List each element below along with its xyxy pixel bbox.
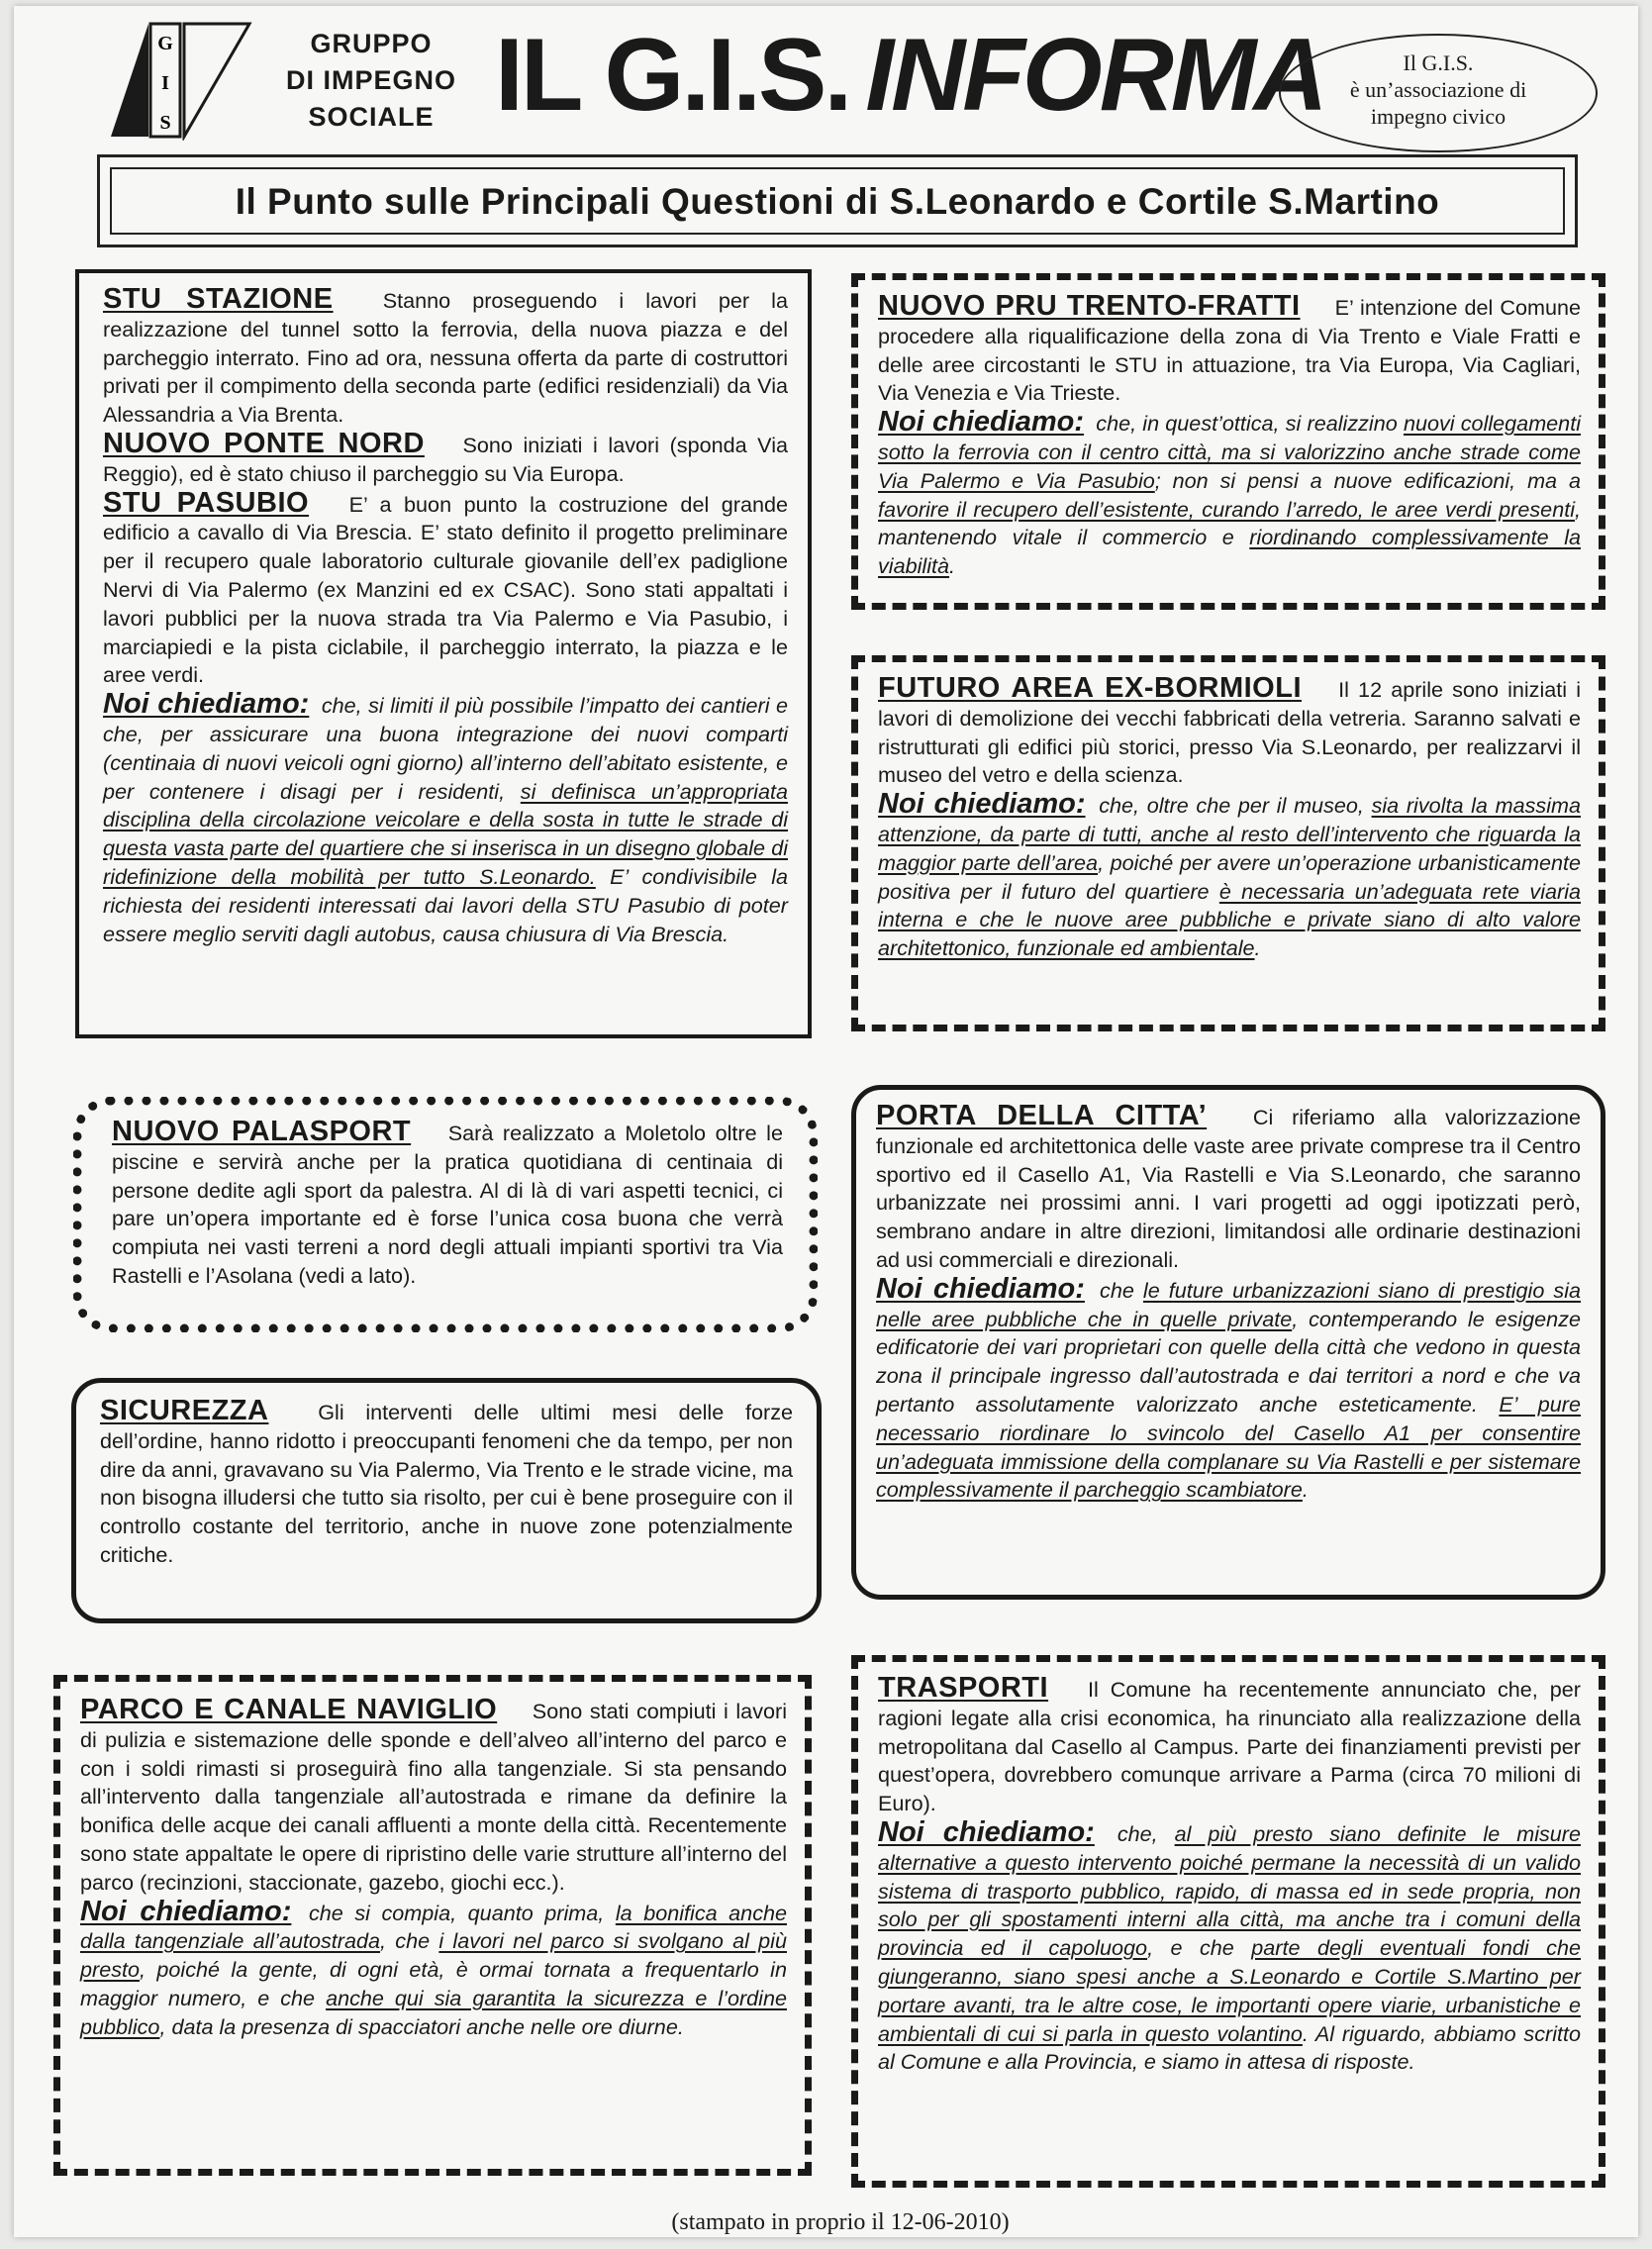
- box-stu-stazione-ponte-pasubio: [75, 269, 812, 1038]
- ask-underlined: parte degli eventuali fondi che giungeranno, siano spesi anche a S.Leonardo e Cortile S.Martino per portare avanti, tra le altre cose, le importanti opere viarie, urbanistiche e ambientali di cui si parla in questo volantino: [878, 1935, 1582, 2046]
- ask-text: che si compia, quanto prima,: [308, 1900, 605, 1925]
- heading-parco: PARCO E CANALE NAVIGLIO: [80, 1694, 498, 1725]
- text-porta: Ci riferiamo alla valorizzazione funzionale ed architettonica delle vaste aree private comprese tra il Centro sportivo ed il Casello A1, Via Rastelli e Via S.Leonardo, che saranno urbanizzate nei prossimi anni. I vari progetti ad oggi ipotizzati però, sembrano andare in altre direzioni, limitandosi alle ordinarie destinazioni ad usi commerciali e direzionali.: [876, 1105, 1582, 1272]
- section-sicurezza: [100, 1397, 793, 1570]
- logo-graphic: [109, 20, 257, 141]
- subtitle-banner: [97, 154, 1578, 247]
- heading-palasport: NUOVO PALASPORT: [112, 1116, 412, 1147]
- heading-pru: NUOVO PRU TRENTO-FRATTI: [878, 290, 1301, 322]
- ask-text: .: [949, 553, 956, 579]
- org-line-1: GRUPPO: [310, 29, 433, 58]
- ask-label: Noi chiediamo:: [876, 1272, 1085, 1305]
- ask-underlined: riordinando complessivamente la viabilità: [878, 525, 1581, 579]
- ask-text-end: E’ condivisibile la richiesta dei residenti interessati dai lavori della STU Pasubio di poter essere meglio serviti dagli autobus, causa chiusura di Via Brescia.: [103, 863, 788, 946]
- logo-letter-g: G: [157, 33, 173, 54]
- ask-text: ; non si pensi a nuove edificazioni, ma a: [1154, 467, 1581, 493]
- text-sicurezza: Gli interventi delle ultimi mesi delle forze dell’ordine, hanno ridotto i preoccupanti fenomeni che da tempo, per non dire da anni, gravavano su Via Palermo, Via Trento e le strade vicine, ma non bisogna illudersi che tutto sia risolto, per cui è bene proseguire con il controllo costante del territorio, anche in nuove zone potenzialmente critiche.: [100, 1400, 793, 1567]
- ask-label: Noi chiediamo:: [878, 1815, 1095, 1848]
- heading-stu-stazione: STU STAZIONE: [103, 283, 334, 315]
- box-trasporti: [851, 1655, 1605, 2188]
- ask-text: che,: [1117, 1820, 1158, 1846]
- ask-underlined: si definisca un’appropriata disciplina della circolazione veicolare e della sosta in tutte le strade di questa vasta parte del quartiere che si inserisca in un disegno globale di ridefinizione della mobilità per tutto S.Leonardo.: [103, 778, 788, 889]
- ask-underlined: i lavori nel parco si svolgano al più presto: [80, 1928, 787, 1983]
- box-parco-naviglio: [53, 1675, 812, 2176]
- logo-letter-i: I: [161, 72, 169, 94]
- ask-underlined: favorire il recupero dell’esistente, curando l’arredo, le aree verdi presenti: [878, 496, 1575, 522]
- box-porta-della-citta: [851, 1085, 1605, 1600]
- oval-line-3: impegno civico: [1370, 104, 1506, 129]
- ask-trasporti: [878, 1815, 1582, 2077]
- box-pru-trento-fratti: [851, 273, 1605, 610]
- heading-stu-pasubio: STU PASUBIO: [103, 486, 310, 519]
- section-bormioli: [878, 674, 1581, 790]
- ask-underlined: E’ pure necessario riordinare lo svincolo del Casello A1 per consentire un’adeguata immissione della complanare su Via Rastelli e per sistemare complessivamente il parcheggio scambiatore: [876, 1391, 1581, 1503]
- org-name: [267, 26, 475, 136]
- title-main: IL G.I.S.: [495, 18, 850, 133]
- ask-text: , e che: [1147, 1935, 1234, 1961]
- ask-text: , contemperando le esigenze edificatorie dei vari proprietari con quelle della città che vedono in questa zona il principale ingresso dall’autostrada e dai territori a nord e che va pertanto assolutamente valorizzato anche esteticamente.: [876, 1306, 1581, 1417]
- heading-bormioli: FUTURO AREA EX-BORMIOLI: [878, 672, 1303, 704]
- ask-text: , data la presenza di spacciatori anche nelle ore diurne.: [159, 2013, 684, 2039]
- ask-label: Noi chiediamo:: [80, 1895, 292, 1927]
- box-palasport: [73, 1097, 818, 1332]
- text-pru: E’ intenzione del Comune procedere alla riqualificazione della zona di Via Trento e Viale Fratti e delle aree circostanti le STU in attuazione, tra Via Europa, Via Cagliari, Via Venezia e Via Trieste.: [878, 295, 1582, 406]
- box-ex-bormioli: [851, 655, 1605, 1031]
- box-sicurezza: [71, 1378, 822, 1623]
- ask-stu-pasubio: [103, 690, 788, 948]
- text-palasport: Sarà realizzato a Moletolo oltre le piscine e servirà anche per la pratica quotidiana di centinaia di persone dedite agli sport da palestra. Al di là di vari aspetti tecnici, ci pare un’opera importante ed è forse l’unica cosa buona che verrà compiuta nei vasti terreni a nord degli attuali impianti sportivi tra Via Rastelli e l’Asolana (vedi a lato).: [112, 1121, 783, 1288]
- ask-pru: [878, 408, 1581, 581]
- section-palasport: [112, 1118, 783, 1291]
- section-porta: [876, 1102, 1581, 1275]
- text-bormioli: Il 12 aprile sono iniziati i lavori di demolizione dei vecchi fabbricati della vetreria. Saranno salvati e ristrutturati gli edifici più storici, presso Via S.Leonardo, per realizzarvi il museo del vetro e della scienza.: [878, 677, 1581, 788]
- ask-underlined: anche qui sia garantita la sicurezza e l’ordine pubblico: [80, 1985, 787, 2039]
- ask-underlined: sia rivolta la massima attenzione, da parte di tutti, anche al resto dell’intervento che riguarda la maggior parte dell’area: [878, 793, 1582, 875]
- flyer-page: [14, 6, 1638, 2237]
- ask-text: , poiché per avere un’operazione urbanisticamente positiva per il futuro del quartiere: [878, 849, 1581, 904]
- ask-text: che, in quest’ottica, si realizzino: [1096, 411, 1398, 437]
- org-line-2: DI IMPEGNO: [285, 65, 456, 95]
- text-parco: Sono stati compiuti i lavori di pulizia e sistemazione delle sponde e dell’alveo all’interno del parco e con i soldi rimasti si proseguirà fino alla tangenziale. Si sta pensando all’intervento dalla tangenziale all’autostrada e rimane da definire la bonifica delle acque dei canali affluenti a monte della città. Recentemente sono state appaltate le opere di ripristino delle varie strutture all’interno del parco (recinzioni, staccionate, gazebo, giochi ecc.).: [80, 1699, 787, 1895]
- subtitle-text: Il Punto sulle Principali Questioni di S.Leonardo e Cortile S.Martino: [110, 167, 1565, 235]
- ask-text: .: [1254, 935, 1261, 961]
- ask-text: .: [1302, 1477, 1309, 1503]
- association-oval: [1279, 34, 1598, 152]
- heading-porta: PORTA DELLA CITTA’: [876, 1100, 1208, 1131]
- text-stu-pasubio: E’ a buon punto la costruzione del grande edificio a cavallo di Via Brescia. E’ stato definito il progetto preliminare per il recupero quale laboratorio culturale giovanile dell’ex padiglione Nervi di Via Palermo (ex Manzini ed ex CSAC). Sono stati appaltati i lavori pubblici per la nuova strada tra Via Palermo e Via Pasubio, i marciapiedi e la pista ciclabile, il parcheggio interrato, la piazza e le aree verdi.: [103, 491, 789, 688]
- org-line-3: SOCIALE: [308, 102, 435, 132]
- ask-underlined: nuovi collegamenti sotto la ferrovia con il centro città, ma si valorizzino anche strade come Via Palermo e Via Pasubio: [878, 411, 1581, 493]
- section-pru: [878, 292, 1581, 408]
- ask-label: Noi chiediamo:: [878, 406, 1085, 439]
- ask-label: Noi chiediamo:: [103, 688, 310, 721]
- section-parco: [80, 1696, 787, 1898]
- text-stu-stazione: Stanno proseguendo i lavori per la realizzazione del tunnel sotto la ferrovia, della nuova piazza e del parcheggio interrato. Fino ad ora, nessuna offerta da parte di costruttori privati per il compimento della seconda parte (edifici residenziali) da Via Alessandria a Via Brenta.: [103, 288, 788, 428]
- ask-text: , mantenendo vitale il commercio e: [878, 496, 1581, 550]
- ask-label: Noi chiediamo:: [878, 788, 1086, 821]
- ask-underlined: la bonifica anche dalla tangenziale all’autostrada: [80, 1900, 788, 1954]
- ask-text: , poiché la gente, di ogni età, è ormai tornata a frequentarlo in maggior numero, e che: [80, 1957, 787, 2010]
- ask-parco: [80, 1895, 788, 2042]
- oval-line-1: Il G.I.S.: [1403, 50, 1474, 75]
- section-stu-pasubio: [103, 486, 789, 691]
- newsletter-title: [495, 16, 1325, 135]
- ask-text: che, oltre che per il museo,: [1099, 793, 1364, 819]
- title-italic: INFORMA: [865, 18, 1325, 133]
- ask-text: . Al riguardo, abbiamo scritto al Comune e alla Provincia, e siamo in attesa di risposte.: [878, 2020, 1581, 2075]
- oval-line-2: è un’associazione di: [1349, 77, 1527, 102]
- logo-letter-s: S: [159, 112, 171, 134]
- section-trasporti: [878, 1674, 1581, 1818]
- text-trasporti: Il Comune ha recentemente annunciato che, per ragioni legate alla crisi economica, ha rinunciato alla realizzazione della metropolitana dal Casello al Campus. Parte dei finanziamenti previsti per quest’opera, dovrebbero comunque arrivare a Parma (circa 70 milioni di Euro).: [878, 1677, 1581, 1816]
- heading-sicurezza: SICUREZZA: [100, 1395, 269, 1426]
- heading-ponte-nord: NUOVO PONTE NORD: [103, 427, 425, 459]
- ask-underlined: le future urbanizzazioni siano di prestigio sia nelle aree pubbliche che in quelle private: [876, 1277, 1582, 1331]
- section-ponte-nord: [103, 427, 789, 489]
- ask-bormioli: [878, 790, 1581, 963]
- ask-porta: [876, 1272, 1582, 1505]
- print-note: (stampato in proprio il 12-06-2010): [671, 2209, 1010, 2235]
- ask-text: che, si limiti il più possibile l’impatto dei cantieri e che, per assicurare una buona integrazione dei nuovi comparti (centinaia di nuovi veicoli ogni giorno) all’interno dell’abitato esistente, e per contenere i disagi per i residenti,: [103, 693, 788, 804]
- ask-underlined: al più presto siano definite le misure alternative a questo intervento poiché permane la necessità di un valido sistema di trasporto pubblico, rapido, di massa ed in sede propria, non solo per gli spostamenti interni alla città, ma anche tra i comuni della provincia ed il capoluogo: [878, 1820, 1582, 1961]
- ask-underlined: è necessaria un’adeguata rete viaria interna e che le nuove aree pubbliche e private siano di alto valore architettonico, funzionale ed ambientale: [878, 878, 1582, 961]
- section-stu-stazione: [103, 285, 788, 430]
- ask-text: che: [1100, 1277, 1134, 1303]
- ask-text: , che: [380, 1928, 431, 1954]
- heading-trasporti: TRASPORTI: [878, 1672, 1049, 1704]
- text-ponte-nord: Sono iniziati i lavori (sponda Via Reggio), ed è stato chiuso il parcheggio su Via Europa.: [103, 432, 789, 486]
- gis-logo: [109, 20, 257, 141]
